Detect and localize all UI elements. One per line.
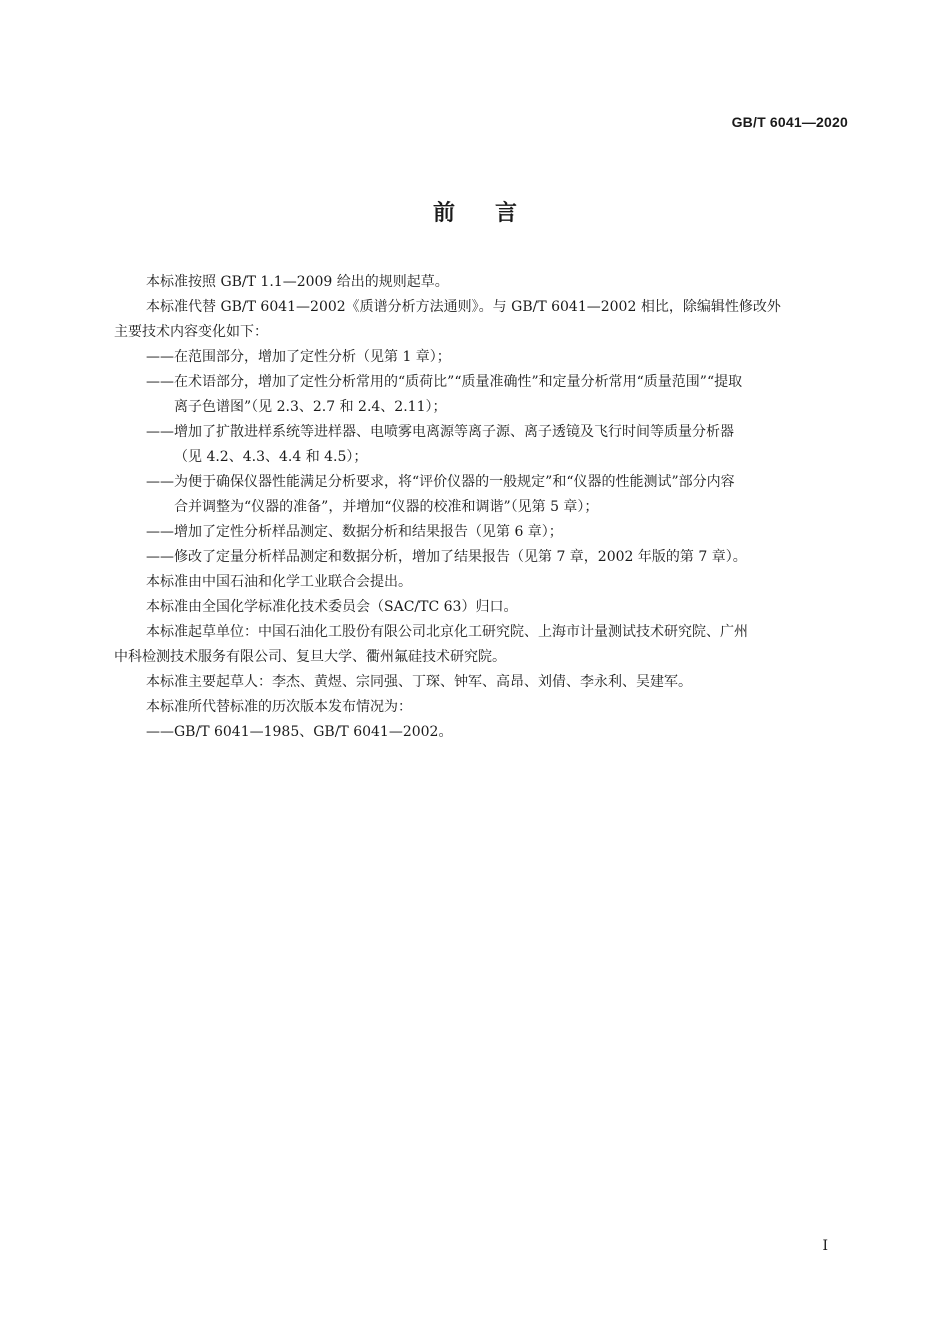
list-item-instrument-line2: 合并调整为“仪器的准备”，并增加“仪器的校准和调谐”（见第 5 章）； <box>174 499 599 515</box>
paragraph-managed-by: 本标准由全国化学标准化技术委员会（SAC/TC 63）归口。 <box>146 599 518 615</box>
paragraph-replacement-line1: 本标准代替 GB/T 6041—2002《质谱分析方法通则》。与 GB/T 6041—2002 相比，除编辑性修改外 <box>146 299 781 315</box>
paragraph-drafting-units-line2: 中科检测技术服务有限公司、复旦大学、衢州氟硅技术研究院。 <box>114 649 506 665</box>
page-number: I <box>822 1238 828 1254</box>
paragraph-drafters: 本标准主要起草人：李杰、黄煜、宗同强、丁琛、钟军、高昂、刘倩、李永利、吴建军。 <box>146 674 692 690</box>
standard-code: GB/T 6041—2020 <box>731 114 848 130</box>
paragraph-replacement-line2: 主要技术内容变化如下： <box>114 324 268 340</box>
list-item-qualitative: ——增加了定性分析样品测定、数据分析和结果报告（见第 6 章）； <box>146 524 563 540</box>
list-item-terms-line2: 离子色谱图”（见 2.3、2.7 和 2.4、2.11）； <box>174 399 447 415</box>
paragraph-drafting-units-line1: 本标准起草单位：中国石油化工股份有限公司北京化工研究院、上海市计量测试技术研究院、广州 <box>146 624 748 640</box>
list-item-samplers-line1: ——增加了扩散进样系统等进样器、电喷雾电离源等离子源、离子透镜及飞行时间等质量分析器 <box>146 424 734 440</box>
paragraph-proposed-by: 本标准由中国石油和化学工业联合会提出。 <box>146 574 412 590</box>
list-item-versions: ——GB/T 6041—1985、GB/T 6041—2002。 <box>146 724 453 740</box>
paragraph-versions-intro: 本标准所代替标准的历次版本发布情况为： <box>146 699 412 715</box>
list-item-samplers-line2: （见 4.2、4.3、4.4 和 4.5）； <box>174 449 368 465</box>
list-item-instrument-line1: ——为便于确保仪器性能满足分析要求，将“评价仪器的一般规定”和“仪器的性能测试”部分内容 <box>146 474 735 490</box>
list-item-quantitative: ——修改了定量分析样品测定和数据分析，增加了结果报告（见第 7 章，2002 年版的第 7 章）。 <box>146 549 747 565</box>
page-title: 前言 <box>432 201 557 226</box>
paragraph-drafting-rules: 本标准按照 GB/T 1.1—2009 给出的规则起草。 <box>146 274 449 290</box>
foreword-body <box>114 270 850 745</box>
list-item-scope: ——在范围部分，增加了定性分析（见第 1 章）； <box>146 349 451 365</box>
list-item-terms-line1: ——在术语部分，增加了定性分析常用的“质荷比”“质量准确性”和定量分析常用“质量范围”“提取 <box>146 374 743 390</box>
